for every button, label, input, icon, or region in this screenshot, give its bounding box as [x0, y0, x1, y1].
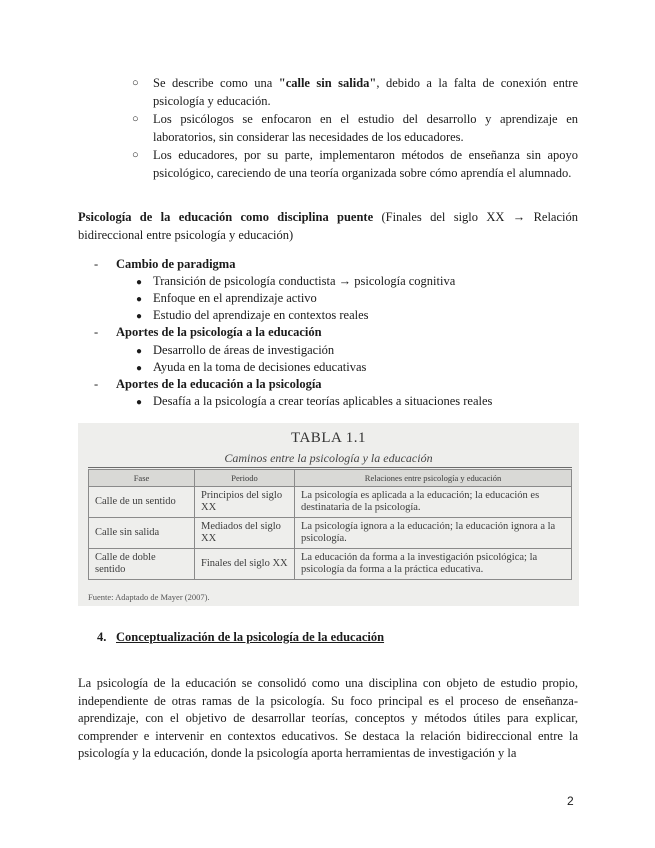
- section-heading: - Aportes de la psicología a la educación: [94, 325, 322, 339]
- page-number: 2: [567, 794, 574, 808]
- table-row: [89, 518, 572, 549]
- list-item: ● Desarrollo de áreas de investigación: [136, 341, 334, 361]
- section-heading: - Aportes de la educación a la psicología: [94, 377, 322, 391]
- bridge-title: Psicología de la educación como disciplina puente: [78, 210, 374, 224]
- bold-phrase: "calle sin salida": [278, 76, 377, 90]
- list-item: ○ Los psicólogos se enfocaron en el estudio del desarrollo y aprendizaje en laboratorios, sin considerar las necesidades de los educadores.: [132, 110, 578, 146]
- table-cell: Calle de doble sentido: [89, 549, 195, 580]
- divider: [88, 467, 572, 468]
- body-paragraph: La psicología de la educación se consolidó como una disciplina con objeto de estudio propio, independiente de otras ramas de la psicología. Su foco principal es el proceso de enseñanza-aprendizaje, con el objetivo de desarrollar teorías, conceptos y métodos útiles para explicar, comprender e intervenir en contextos educativos. Se destaca la relación bidireccional entre la psicología y la educación, donde la psicología aporta herramientas de investigación y la: [78, 676, 578, 760]
- table-title: TABLA 1.1: [291, 430, 366, 446]
- column-header: Fase: [89, 470, 195, 487]
- comparison-table: [88, 469, 572, 580]
- bullet-icon: ●: [136, 346, 143, 357]
- list-item: ● Desafía a la psicología a crear teorías aplicables a situaciones reales: [136, 392, 492, 412]
- column-header: Periodo: [195, 470, 295, 487]
- table-figure: [78, 423, 579, 606]
- table-cell: Calle sin salida: [89, 518, 195, 549]
- bullet-icon: ●: [136, 311, 143, 322]
- bullet-icon: ●: [136, 363, 143, 374]
- table-header-row: [89, 470, 572, 487]
- bridge-paragraph: Psicología de la educación como disciplina puente (Finales del siglo XX → Relación bidireccional entre psicología y educación): [78, 210, 578, 242]
- table-cell: Principios del siglo XX: [195, 487, 295, 518]
- bullet-icon: ●: [136, 294, 143, 305]
- list-item: ● Ayuda en la toma de decisiones educativas: [136, 358, 366, 378]
- list-item: ○ Los educadores, por su parte, implementaron métodos de enseñanza sin apoyo psicológico, careciendo de una teoría organizada sobre cómo aprendía el alumnado.: [132, 146, 578, 182]
- table-cell: Mediados del siglo XX: [195, 518, 295, 549]
- list-item: ● Transición de psicología conductista → psicología cognitiva: [136, 272, 455, 292]
- table-source: Fuente: Adaptado de Mayer (2007).: [88, 592, 210, 602]
- list-item: ○ Se describe como una "calle sin salida", debido a la falta de conexión entre psicología y educación.: [132, 74, 578, 110]
- list-item: ● Estudio del aprendizaje en contextos reales: [136, 306, 369, 326]
- list-item: ● Enfoque en el aprendizaje activo: [136, 289, 317, 309]
- table-row: [89, 549, 572, 580]
- column-header: Relaciones entre psicología y educación: [295, 470, 572, 487]
- section-heading: - Cambio de paradigma: [94, 257, 236, 271]
- intro-bullet-list: [132, 74, 578, 182]
- table-cell: Calle de un sentido: [89, 487, 195, 518]
- table-cell: Finales del siglo XX: [195, 549, 295, 580]
- table-subtitle: Caminos entre la psicología y la educación: [224, 451, 433, 465]
- table-cell: La psicología ignora a la educación; la educación ignora a la psicología.: [295, 518, 572, 549]
- table-cell: La educación da forma a la investigación psicológica; la psicología da forma a la práctica educativa.: [295, 549, 572, 580]
- table-cell: La psicología es aplicada a la educación; la educación es destinataria de la psicología.: [295, 487, 572, 518]
- bullet-icon: ●: [136, 397, 143, 408]
- table-row: [89, 487, 572, 518]
- section-title: 4. Conceptualización de la psicología de la educación: [97, 630, 385, 644]
- bullet-icon: ●: [136, 277, 143, 288]
